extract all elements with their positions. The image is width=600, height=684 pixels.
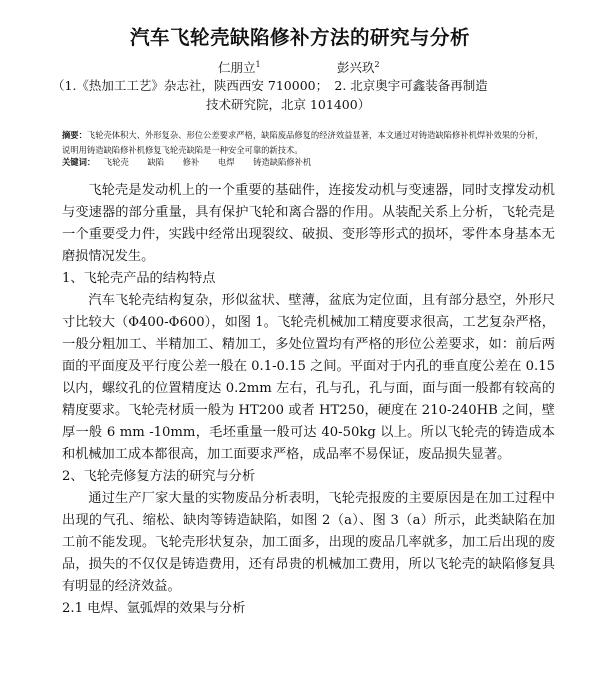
paragraph-structure: 汽车飞轮壳结构复杂，形似盆状、壁薄，盆底为定位面，且有部分悬空，外形尺寸比较大（Φ400-Φ600），如图 1。飞轮壳机械加工精度要求很高，工艺复杂严格，一般分粗加工、半精加工、精加工，多处位置均有严格的形位公差要求，如：前后两面的平面度及平行度公差一般在 0.1-0.15 之间。平面对于内孔的垂直度公差在 0.15 以内，螺纹孔的位置精度达 0.2mm 左右，孔与孔，孔与面，面与面一般都有较高的精度要求。飞轮壳材质一般为 HT200 或者 HT250，硬度在 210-240HB 之间，壁厚一般 6 mm -10mm，毛坯重量一般可达 40-50kg 以上。所以飞轮壳的铸造成本和机械加工成本都很高，加工面要求严格，成品率不易保证，废品损失显著。 [62, 293, 555, 462]
keywords-label: 关键词： [62, 157, 96, 167]
paragraph-intro: 飞轮壳是发动机上的一个重要的基础件，连接发动机与变速器，同时支撑发动机与变速器的部分重量，具有保护飞轮和离合器的作用。从装配关系上分析，飞轮壳是一个重要受力件，实践中经常出现裂纹、破损、变形等形式的损坏，零件本身基本无磨损情况发生。 [62, 183, 555, 264]
author-1: 仁朋立$^1$ [218, 59, 261, 75]
keywords [62, 156, 550, 168]
keyword: 修补 [182, 157, 200, 167]
author-2: 彭兴玖$^2$ [337, 59, 380, 75]
affiliation-line-1: （1.《热加工工艺》杂志社，陕西西安 710000； 2. 北京奥宇可鑫装备再制造 [52, 78, 488, 93]
affiliation-line-2: 技术研究院，北京 101400） [206, 97, 371, 112]
keyword: 铸造缺陷修补机 [253, 157, 312, 167]
abstract-text: 飞轮壳体积大、外形复杂、形位公差要求严格，缺陷废品修复的经济效益显著，本文通过对铸造缺陷修补机焊补效果的分析，说明用铸造缺陷修补机修复飞轮壳缺陷是一种安全可靠的新技术。 [62, 130, 544, 155]
keyword: 电焊 [217, 157, 235, 167]
paper-title: 汽车飞轮壳缺陷修补方法的研究与分析 [129, 26, 470, 49]
keyword: 飞轮壳 [103, 157, 129, 167]
body-text [62, 180, 555, 620]
section-heading-2: 2、飞轮壳修复方法的研究与分析 [62, 469, 256, 484]
paragraph-repair: 通过生产厂家大量的实物废品分析表明，飞轮壳报废的主要原因是在加工过程中出现的气孔、缩松、缺肉等铸造缺陷，如图 2（a）、图 3（a）所示，此类缺陷在加工前不能发现。飞轮壳形状复杂，加工面多，出现的废品几率就多，加工后出现的废品，损失的不仅仅是铸造费用，还有昂贵的机械加工费用，所以飞轮壳的缺陷修复具有明显的经济效益。 [62, 491, 555, 594]
keyword: 缺陷 [147, 157, 164, 167]
abstract [62, 128, 550, 157]
section-heading-1: 1、飞轮壳产品的结构特点 [62, 271, 216, 286]
abstract-label: 摘要： [62, 130, 87, 140]
section-heading-2-1: 2.1 电焊、氩弧焊的效果与分析 [62, 601, 246, 616]
